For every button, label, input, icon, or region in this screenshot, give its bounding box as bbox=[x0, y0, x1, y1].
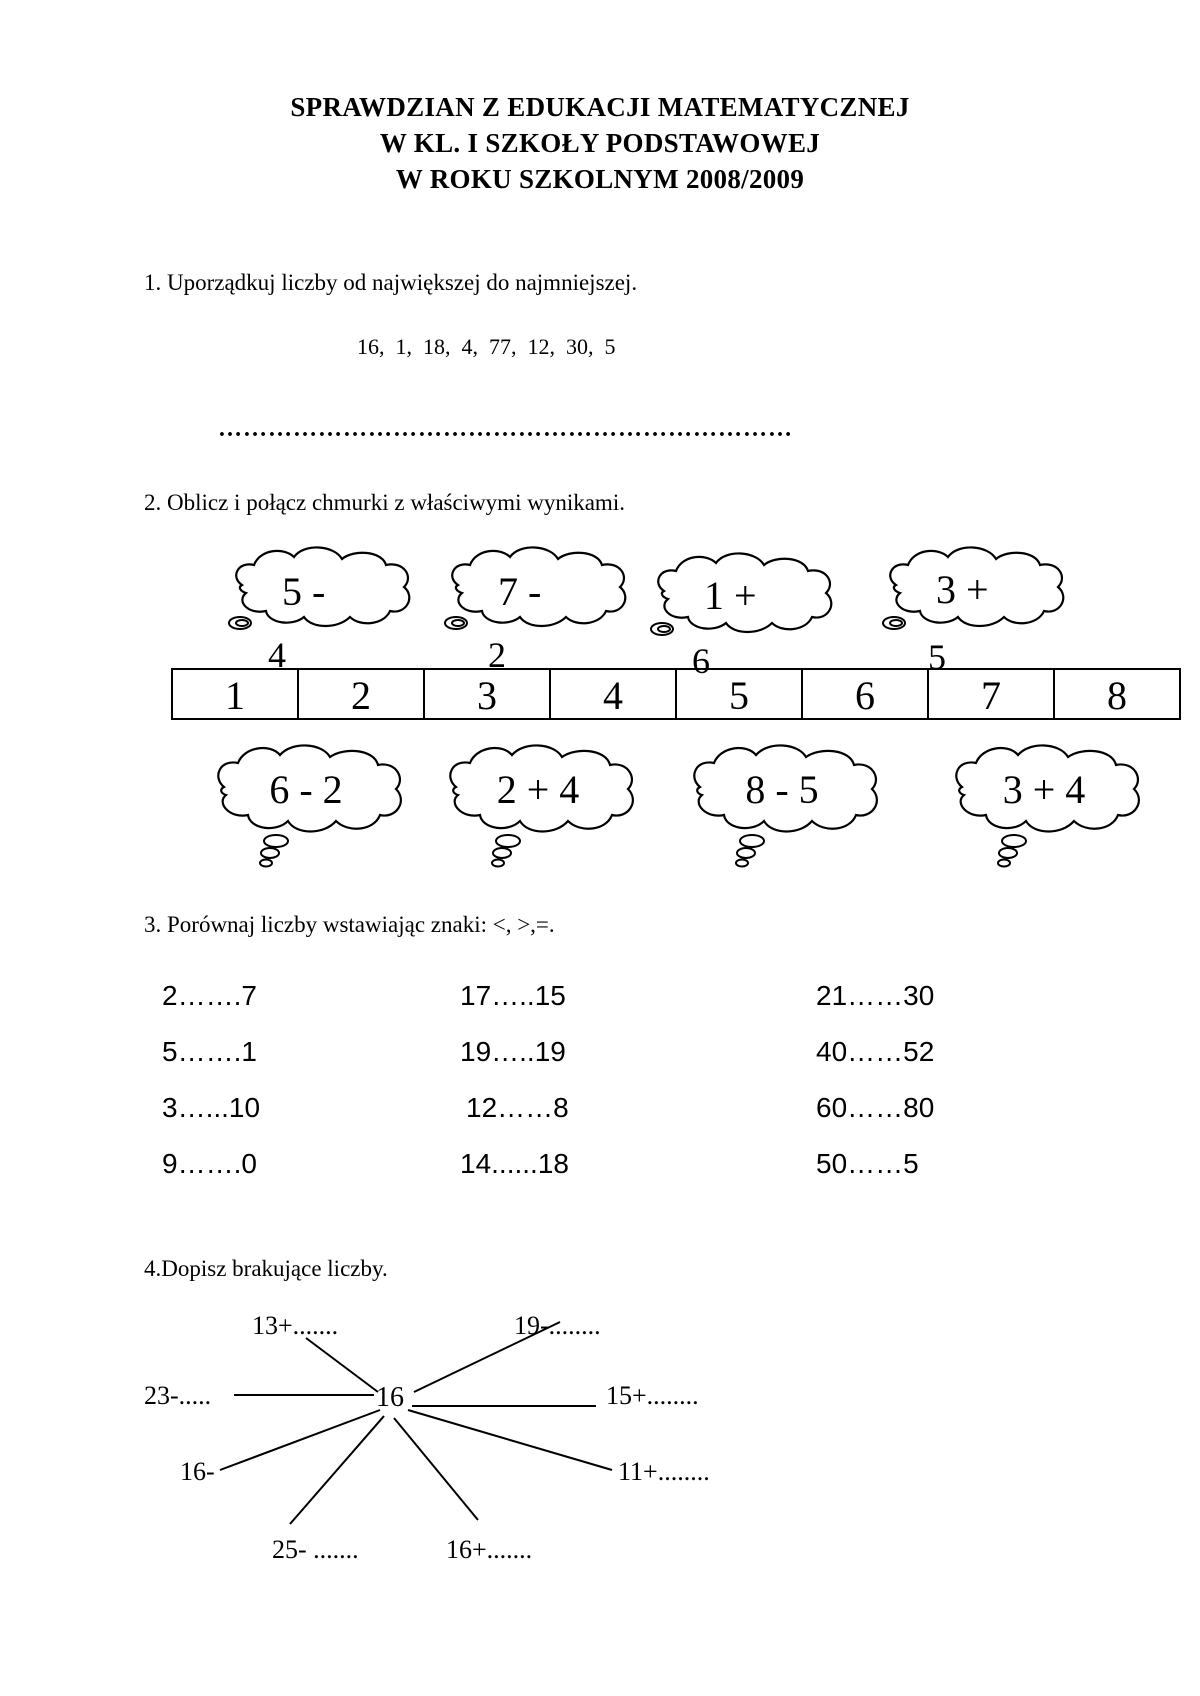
task2-diagram bbox=[0, 535, 1200, 875]
number-cell-1[interactable]: 1 bbox=[225, 673, 245, 718]
bottom-cloud-1-expr: 6 - 2 bbox=[269, 767, 343, 812]
compare-2-4[interactable]: 14......18 bbox=[460, 1148, 569, 1179]
compare-1-2[interactable]: 5…….1 bbox=[162, 1036, 257, 1067]
top-cloud-2[interactable] bbox=[445, 547, 625, 675]
number-cell-7[interactable]: 7 bbox=[981, 673, 1001, 718]
item-bottom-right[interactable]: 16+....... bbox=[446, 1535, 533, 1564]
item-lower-right[interactable]: 11+........ bbox=[618, 1457, 710, 1486]
item-right[interactable]: 15+........ bbox=[606, 1381, 699, 1410]
compare-3-2[interactable]: 40……52 bbox=[816, 1036, 935, 1067]
top-cloud-4-second: 5 bbox=[928, 637, 946, 677]
task1-answer-line[interactable]: …………………………………………………………… bbox=[218, 416, 793, 442]
number-cell-5[interactable]: 5 bbox=[729, 673, 749, 718]
title-line-1: SPRAWDZIAN Z EDUKACJI MATEMATYCZNEJ bbox=[290, 92, 910, 122]
top-cloud-3-second: 6 bbox=[692, 641, 710, 681]
compare-1-1[interactable]: 2…….7 bbox=[162, 980, 257, 1011]
top-cloud-3-expr: 1 + bbox=[704, 573, 757, 618]
compare-1-4[interactable]: 9…….0 bbox=[162, 1148, 257, 1179]
bottom-cloud-3[interactable] bbox=[694, 745, 877, 866]
top-cloud-4-expr: 3 + bbox=[936, 567, 989, 612]
compare-3-1[interactable]: 21……30 bbox=[816, 980, 935, 1011]
item-left[interactable]: 23-..... bbox=[144, 1381, 212, 1410]
bottom-cloud-3-expr: 8 - 5 bbox=[745, 767, 819, 812]
item-top-right[interactable]: 19-........ bbox=[514, 1311, 601, 1340]
item-bottom-left[interactable]: 25- ....... bbox=[272, 1535, 359, 1564]
number-cell-3[interactable]: 3 bbox=[477, 673, 497, 718]
bottom-cloud-4-expr: 3 + 4 bbox=[1002, 767, 1086, 812]
task4-instruction: 4.Dopisz brakujące liczby. bbox=[144, 1256, 388, 1281]
task1-instruction: 1. Uporządkuj liczby od największej do najmniejszej. bbox=[144, 270, 638, 295]
top-cloud-2-second: 2 bbox=[488, 635, 506, 675]
bottom-cloud-1[interactable] bbox=[218, 745, 401, 866]
compare-2-1[interactable]: 17…..15 bbox=[460, 980, 566, 1011]
top-cloud-4[interactable] bbox=[883, 547, 1063, 677]
number-cell-2[interactable]: 2 bbox=[351, 673, 371, 718]
item-lower-left[interactable]: 16- bbox=[180, 1457, 215, 1486]
number-cell-6[interactable]: 6 bbox=[855, 673, 875, 718]
title-line-2: W KL. I SZKOŁY PODSTAWOWEJ bbox=[379, 128, 821, 158]
top-cloud-1-expr: 5 - bbox=[282, 569, 326, 614]
top-cloud-1[interactable] bbox=[229, 547, 409, 675]
task2-instruction: 2. Oblicz i połącz chmurki z właściwymi wynikami. bbox=[144, 490, 625, 515]
top-cloud-1-second: 4 bbox=[268, 635, 286, 675]
center-number: 16 bbox=[376, 1382, 404, 1413]
top-cloud-2-expr: 7 - bbox=[498, 569, 542, 614]
number-cell-4[interactable]: 4 bbox=[603, 673, 623, 718]
bottom-cloud-2[interactable] bbox=[450, 745, 633, 866]
task4-diagram bbox=[0, 1300, 1200, 1590]
number-row bbox=[172, 669, 1180, 719]
title-line-3: W ROKU SZKOLNYM 2008/2009 bbox=[395, 164, 805, 194]
number-cell-8[interactable]: 8 bbox=[1107, 673, 1127, 718]
bottom-cloud-4[interactable] bbox=[956, 745, 1139, 866]
compare-3-4[interactable]: 50……5 bbox=[816, 1148, 919, 1179]
compare-2-3[interactable]: 12……8 bbox=[466, 1092, 569, 1123]
compare-2-2[interactable]: 19…..19 bbox=[460, 1036, 566, 1067]
task3-instruction: 3. Porównaj liczby wstawiając znaki: <, >,=. bbox=[144, 912, 555, 937]
bottom-cloud-2-expr: 2 + 4 bbox=[496, 767, 580, 812]
task1-numbers: 16, 1, 18, 4, 77, 12, 30, 5 bbox=[357, 334, 616, 359]
item-top-left[interactable]: 13+....... bbox=[252, 1311, 339, 1340]
top-cloud-3[interactable] bbox=[651, 553, 831, 681]
compare-1-3[interactable]: 3…...10 bbox=[162, 1092, 261, 1123]
compare-3-3[interactable]: 60……80 bbox=[816, 1092, 935, 1123]
